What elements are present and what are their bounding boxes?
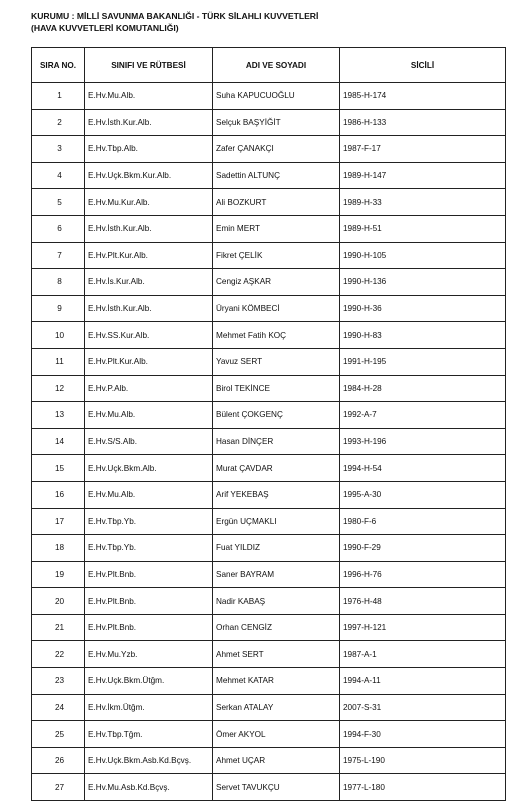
table-row [32, 402, 506, 429]
row-registry: 1976-H-48 [340, 588, 506, 615]
row-rank: E.Hv.İsth.Kur.Alb. [85, 295, 213, 322]
row-number: 4 [32, 162, 85, 189]
row-rank: E.Hv.P.Alb. [85, 375, 213, 402]
row-registry: 1994-F-30 [340, 721, 506, 748]
row-number: 20 [32, 588, 85, 615]
row-registry: 1989-H-51 [340, 215, 506, 242]
row-number: 9 [32, 295, 85, 322]
row-rank: E.Hv.İs.Kur.Alb. [85, 269, 213, 296]
row-number: 1 [32, 83, 85, 110]
row-number: 24 [32, 694, 85, 721]
row-name: Saner BAYRAM [213, 561, 340, 588]
row-registry: 1980-F-6 [340, 508, 506, 535]
table-row [32, 668, 506, 695]
row-rank: E.Hv.Uçk.Bkm.Asb.Kd.Bçvş. [85, 747, 213, 774]
table-row [32, 322, 506, 349]
row-name: Ali BOZKURT [213, 189, 340, 216]
header-command-line: (HAVA KUVVETLERİ KOMUTANLIĞI) [31, 23, 179, 33]
row-rank: E.Hv.Mu.Asb.Kd.Bçvş. [85, 774, 213, 801]
row-registry: 1991-H-195 [340, 348, 506, 375]
row-number: 8 [32, 269, 85, 296]
row-rank: E.Hv.Plt.Kur.Alb. [85, 348, 213, 375]
table-row [32, 694, 506, 721]
row-name: Emin MERT [213, 215, 340, 242]
row-number: 27 [32, 774, 85, 801]
table-row [32, 83, 506, 110]
table-row [32, 269, 506, 296]
row-number: 11 [32, 348, 85, 375]
table-row [32, 375, 506, 402]
row-registry: 1994-H-54 [340, 455, 506, 482]
row-registry: 1994-A-11 [340, 668, 506, 695]
row-registry: 1990-F-29 [340, 535, 506, 562]
row-registry: 1996-H-76 [340, 561, 506, 588]
row-name: Mehmet Fatih KOÇ [213, 322, 340, 349]
row-number: 18 [32, 535, 85, 562]
row-registry: 1989-H-147 [340, 162, 506, 189]
row-rank: E.Hv.Tbp.Yb. [85, 535, 213, 562]
row-rank: E.Hv.Uçk.Bkm.Ütğm. [85, 668, 213, 695]
row-rank: E.Hv.Plt.Bnb. [85, 588, 213, 615]
row-registry: 1995-A-30 [340, 481, 506, 508]
column-header-sicili: SİCİLİ [340, 48, 506, 83]
row-number: 21 [32, 614, 85, 641]
row-name: Sadettin ALTUNÇ [213, 162, 340, 189]
column-header-sinifi-ve-rutbesi: SINIFI VE RÜTBESİ [85, 48, 213, 83]
row-rank: E.Hv.Plt.Kur.Alb. [85, 242, 213, 269]
row-number: 6 [32, 215, 85, 242]
row-name: Nadir KABAŞ [213, 588, 340, 615]
row-name: Ahmet UÇAR [213, 747, 340, 774]
row-number: 13 [32, 402, 85, 429]
row-name: Serkan ATALAY [213, 694, 340, 721]
row-number: 3 [32, 136, 85, 163]
row-name: Suha KAPUCUOĞLU [213, 83, 340, 110]
row-rank: E.Hv.Mu.Yzb. [85, 641, 213, 668]
table-row [32, 136, 506, 163]
row-number: 2 [32, 109, 85, 136]
table-header-row [32, 48, 506, 83]
table-row [32, 721, 506, 748]
table-row [32, 614, 506, 641]
row-registry: 1990-H-36 [340, 295, 506, 322]
table-row [32, 774, 506, 801]
row-registry: 1984-H-28 [340, 375, 506, 402]
table-row [32, 561, 506, 588]
row-number: 23 [32, 668, 85, 695]
row-name: Üryani KÖMBECİ [213, 295, 340, 322]
table-row [32, 295, 506, 322]
row-name: Ömer AKYOL [213, 721, 340, 748]
column-header-sira-no: SIRA NO. [32, 48, 85, 83]
row-name: Birol TEKİNCE [213, 375, 340, 402]
row-registry: 1993-H-196 [340, 428, 506, 455]
table-row [32, 747, 506, 774]
row-registry: 1986-H-133 [340, 109, 506, 136]
row-number: 14 [32, 428, 85, 455]
row-registry: 1990-H-136 [340, 269, 506, 296]
row-name: Arif YEKEBAŞ [213, 481, 340, 508]
row-name: Yavuz SERT [213, 348, 340, 375]
row-rank: E.Hv.Plt.Bnb. [85, 561, 213, 588]
table-row [32, 242, 506, 269]
table-row [32, 535, 506, 562]
row-rank: E.Hv.Mu.Alb. [85, 83, 213, 110]
row-name: Fikret ÇELİK [213, 242, 340, 269]
row-rank: E.Hv.Plt.Bnb. [85, 614, 213, 641]
row-registry: 1992-A-7 [340, 402, 506, 429]
row-name: Ahmet SERT [213, 641, 340, 668]
row-rank: E.Hv.Tbp.Alb. [85, 136, 213, 163]
row-registry: 1975-L-190 [340, 747, 506, 774]
row-rank: E.Hv.Mu.Alb. [85, 481, 213, 508]
row-number: 26 [32, 747, 85, 774]
row-name: Orhan CENGİZ [213, 614, 340, 641]
table-row [32, 428, 506, 455]
document-header [31, 10, 318, 34]
table-row [32, 348, 506, 375]
table-row [32, 508, 506, 535]
row-name: Bülent ÇOKGENÇ [213, 402, 340, 429]
row-name: Hasan DİNÇER [213, 428, 340, 455]
row-registry: 1990-H-105 [340, 242, 506, 269]
row-registry: 1987-F-17 [340, 136, 506, 163]
row-name: Murat ÇAVDAR [213, 455, 340, 482]
row-rank: E.Hv.S/S.Alb. [85, 428, 213, 455]
row-name: Mehmet KATAR [213, 668, 340, 695]
row-rank: E.Hv.Mu.Alb. [85, 402, 213, 429]
row-number: 10 [32, 322, 85, 349]
row-registry: 2007-S-31 [340, 694, 506, 721]
table-row [32, 215, 506, 242]
row-rank: E.Hv.Tbp.Yb. [85, 508, 213, 535]
row-rank: E.Hv.SS.Kur.Alb. [85, 322, 213, 349]
table-row [32, 455, 506, 482]
row-number: 17 [32, 508, 85, 535]
row-rank: E.Hv.İkm.Ütğm. [85, 694, 213, 721]
row-number: 25 [32, 721, 85, 748]
row-registry: 1977-L-180 [340, 774, 506, 801]
row-rank: E.Hv.Uçk.Bkm.Alb. [85, 455, 213, 482]
row-rank: E.Hv.Tbp.Tğm. [85, 721, 213, 748]
row-name: Fuat YILDIZ [213, 535, 340, 562]
table-row [32, 481, 506, 508]
row-number: 16 [32, 481, 85, 508]
row-rank: E.Hv.Uçk.Bkm.Kur.Alb. [85, 162, 213, 189]
table-row [32, 588, 506, 615]
row-number: 12 [32, 375, 85, 402]
row-number: 5 [32, 189, 85, 216]
table-row [32, 162, 506, 189]
row-name: Ergün UÇMAKLI [213, 508, 340, 535]
row-name: Cengiz AŞKAR [213, 269, 340, 296]
row-rank: E.Hv.Mu.Kur.Alb. [85, 189, 213, 216]
row-registry: 1989-H-33 [340, 189, 506, 216]
column-header-adi-ve-soyadi: ADI VE SOYADI [213, 48, 340, 83]
row-number: 22 [32, 641, 85, 668]
row-number: 19 [32, 561, 85, 588]
table-row [32, 109, 506, 136]
row-rank: E.Hv.İsth.Kur.Alb. [85, 215, 213, 242]
row-name: Servet TAVUKÇU [213, 774, 340, 801]
row-number: 7 [32, 242, 85, 269]
header-institution-line: KURUMU : MİLLİ SAVUNMA BAKANLIĞI - TÜRK SİLAHLI KUVVETLERİ [31, 11, 319, 21]
personnel-table [31, 47, 506, 801]
row-registry: 1990-H-83 [340, 322, 506, 349]
row-registry: 1997-H-121 [340, 614, 506, 641]
row-number: 15 [32, 455, 85, 482]
table-row [32, 641, 506, 668]
row-registry: 1987-A-1 [340, 641, 506, 668]
row-name: Selçuk BAŞYİĞİT [213, 109, 340, 136]
row-registry: 1985-H-174 [340, 83, 506, 110]
row-name: Zafer ÇANAKÇI [213, 136, 340, 163]
row-rank: E.Hv.İsth.Kur.Alb. [85, 109, 213, 136]
table-row [32, 189, 506, 216]
